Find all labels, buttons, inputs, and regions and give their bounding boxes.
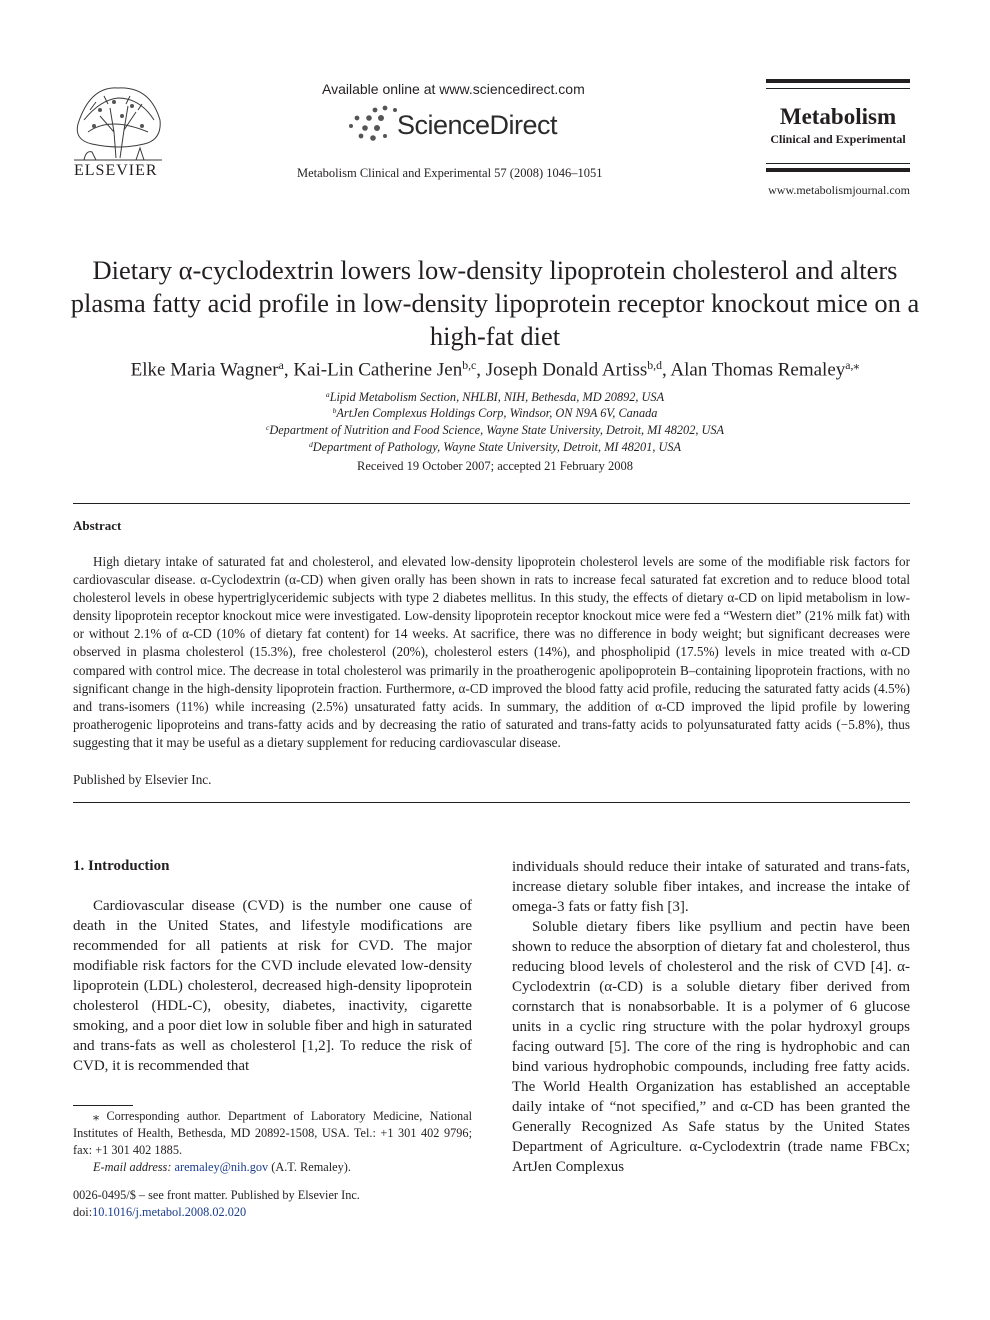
author-list (70, 358, 920, 381)
author-separator: , (283, 359, 294, 381)
affiliation-text: Department of Nutrition and Food Science, Wayne State University, Detroit, MI 48202, USA (269, 423, 725, 438)
journal-rule-bottom-thin (766, 163, 910, 164)
left-column (73, 896, 472, 1076)
email-label: E-mail address: (93, 1160, 172, 1174)
doi-line (73, 1204, 360, 1221)
journal-citation: Metabolism Clinical and Experimental 57 (2008) 1046–1051 (297, 166, 603, 180)
author-separator: , (476, 359, 486, 381)
right-column (512, 857, 910, 1177)
footnote (73, 1108, 472, 1176)
journal-rule-top (766, 79, 910, 83)
footnote-rule (73, 1105, 133, 1106)
affiliation (70, 423, 920, 438)
affiliation-mark: a (325, 390, 330, 399)
body-paragraph: Cardiovascular disease (CVD) is the number one cause of death in the United States, and lifestyle modifications are recommended for all patients at risk for CVD. The major modifiable risk factors for the CVD include elevated low-density lipoprotein (LDL) cholesterol, decreased high-density lipoprotein cholesterol (HDL-C), obesity, diabetes, inactivity, cigarette smoking, and a poor diet low in soluble fiber and high in saturated and trans-fats as well as cholesterol [1,2]. To reduce the risk of CVD, it is recommended that (73, 898, 472, 1074)
doi-link[interactable]: 10.1016/j.metabol.2008.02.020 (92, 1205, 247, 1219)
affiliation-mark: d (308, 440, 313, 449)
author-affiliation-mark: a,⁎ (845, 359, 860, 372)
abstract-body (73, 553, 910, 752)
journal-url[interactable]: www.metabolismjournal.com (768, 183, 910, 197)
journal-subtitle: Clinical and Experimental (770, 132, 906, 146)
corresponding-author-note: ⁎ Corresponding author. Department of Laboratory Medicine, National Institutes of Health, Bethesda, MD 20892-1508, USA. Tel.: +1 301 402 9796; fax: +1 301 402 1885. (73, 1109, 472, 1157)
article-title: Dietary α-cyclodextrin lowers low-density lipoprotein cholesterol and alters plasma fatty acid profile in low-density lipoprotein receptor knockout mice on a high-fat diet (70, 255, 920, 351)
abstract-heading: Abstract (73, 518, 122, 533)
issn-line: 0026-0495/$ – see front matter. Published by Elsevier Inc. (73, 1188, 360, 1202)
author-name: Kai-Lin Catherine Jen (293, 359, 463, 381)
journal-rule-top-thin (766, 88, 910, 89)
email-link[interactable]: aremaley@nih.gov (174, 1160, 269, 1174)
divider (73, 503, 910, 504)
sciencedirect-logo: ScienceDirect (397, 110, 558, 140)
author-separator: , (661, 359, 671, 381)
author-affiliation-mark: b,d (647, 359, 662, 372)
affiliation (70, 390, 920, 405)
abstract-paragraph: High dietary intake of saturated fat and cholesterol, and elevated low-density lipoprotein cholesterol levels are some of the modifiable risk factors for cardiovascular disease. α-Cyclodextrin (α-CD) when given orally has been shown in rats to increase fecal saturated fat excretion and to reduce blood total cholesterol levels in obese hypertriglyceridemic subjects with type 2 diabetes mellitus. In this study, the effects of dietary α-CD on lipid metabolism in low-density lipoprotein receptor knockout mice were investigated. Low-density lipoprotein receptor knockout mice were fed a “Western diet” (21% milk fat) with or without 2.1% of α-CD (10% of dietary fat content) for 14 weeks. At sacrifice, there was no difference in body weight; but significant decreases were observed in plasma cholesterol (15.3%), free cholesterol (20%), cholesterol esters (14%), and phospholipid (17.5%) levels in mice treated with α-CD compared with control mice. The decrease in total cholesterol was primarily in the proatherogenic apolipoprotein B–containing lipoprotein fractions, with no significant change in the high-density lipoprotein fraction. Furthermore, α-CD improved the blood fatty acid profile, reducing the saturated fatty acids (4.5%) and trans-isomers (11%) while increasing (2.5%) unsaturated fatty acids. In summary, the addition of α-CD improved the lipid profile by lowering proatherogenic lipoproteins and trans-fatty acids and by decreasing the ratio of saturated and trans-fatty acids to polyunsaturated fatty acids (−5.8%), thus suggesting that it may be useful as a dietary supplement for reducing cardiovascular disease. (73, 554, 910, 750)
journal-name: Metabolism (779, 104, 897, 129)
available-online-text: Available online at www.sciencedirect.com (322, 81, 585, 97)
published-by: Published by Elsevier Inc. (73, 772, 212, 787)
affiliation-text: Lipid Metabolism Section, NHLBI, NIH, Bethesda, MD 20892, USA (329, 390, 665, 405)
body-paragraph: individuals should reduce their intake of saturated and trans-fats, increase dietary soluble fiber intakes, and increase the intake of omega-3 fats or fatty fish [3]. (512, 859, 910, 915)
author-affiliation-mark: a (278, 359, 284, 372)
author-name: Elke Maria Wagner (130, 359, 279, 381)
email-suffix: (A.T. Remaley). (271, 1160, 351, 1174)
affiliation-text: ArtJen Complexus Holdings Corp, Windsor, ON N9A 6V, Canada (336, 406, 658, 421)
issn-doi-block (73, 1187, 360, 1221)
journal-rule-bottom (766, 168, 910, 172)
affiliation-text: Department of Pathology, Wayne State University, Detroit, MI 48201, USA (312, 440, 682, 455)
divider (73, 802, 910, 803)
received-dates: Received 19 October 2007; accepted 21 February 2008 (357, 459, 633, 473)
author-name: Alan Thomas Remaley (670, 359, 846, 381)
elsevier-wordmark: ELSEVIER (74, 162, 158, 179)
author-name: Joseph Donald Artiss (485, 359, 648, 381)
body-paragraph: Soluble dietary fibers like psyllium and pectin have been shown to reduce the absorption of dietary fat and cholesterol, thus reducing blood levels of cholesterol and the risk of CVD [4]. α-Cyclodextrin (α-CD) is a soluble dietary fiber derived from cornstarch that is nonabsorbable. It is a polymer of 6 glucose units in a cyclic ring structure with the polar hydroxyl groups facing outward [5]. The core of the ring is hydrophobic and can bind various hydrophobic compounds, including free fatty acids. The World Health Organization has established an acceptable daily intake of “not specified,” and α-CD has been granted the Generally Recognized As Safe status by the United States Department of Agriculture. α-Cyclodextrin (trade name FBCx; ArtJen Complexus (512, 919, 910, 1175)
author-affiliation-mark: b,c (462, 359, 477, 372)
affiliation-mark: c (265, 423, 270, 432)
affiliation (70, 406, 920, 421)
email-line (73, 1159, 472, 1176)
affiliation (70, 440, 920, 455)
section-heading: 1. Introduction (73, 858, 170, 874)
doi-label: doi: (73, 1205, 93, 1219)
affiliation-mark: b (332, 406, 337, 415)
